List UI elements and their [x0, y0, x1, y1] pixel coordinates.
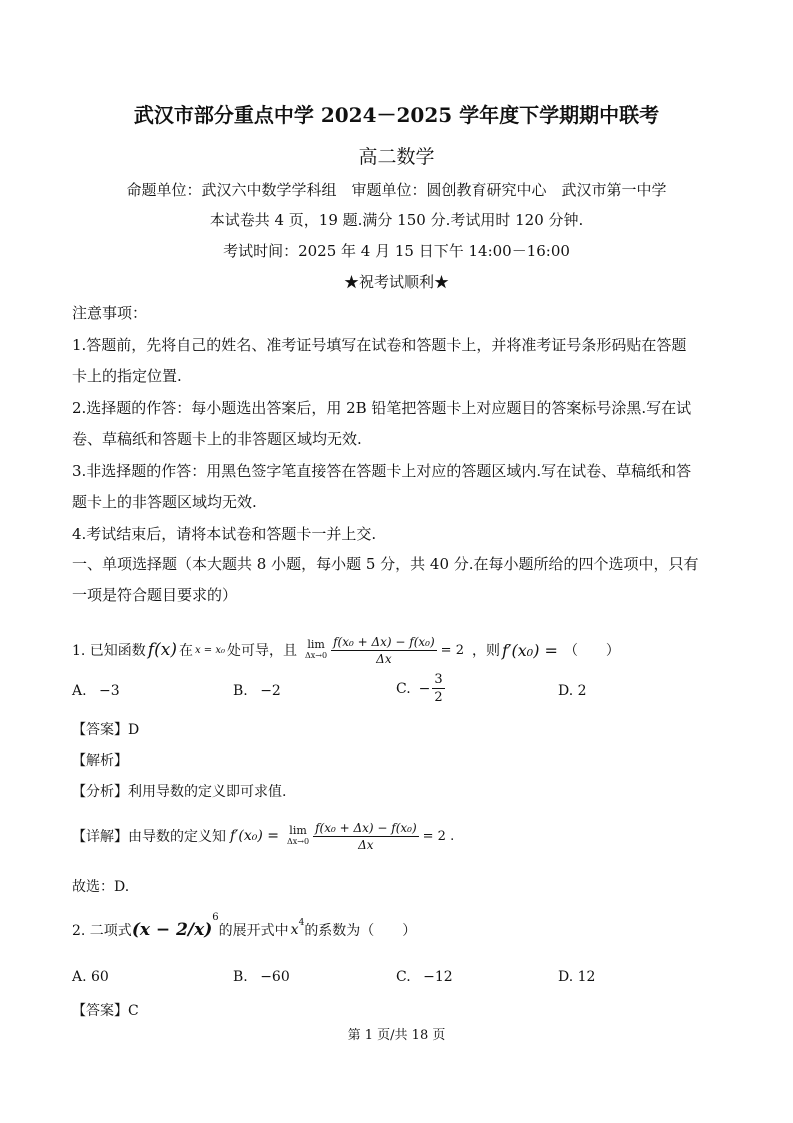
q1-option-c-den: 2: [434, 690, 443, 705]
q1-option-b-value: −2: [260, 683, 281, 699]
q2-exponent: 6: [212, 912, 219, 923]
q1-fprime: f′(x₀) =: [501, 640, 558, 660]
q1-prefix: 1. 已知函数: [72, 643, 146, 659]
q1-option-a-label: A.: [72, 683, 87, 699]
q1-paren: （ ）: [563, 643, 620, 659]
q1-lim-word: lim: [307, 638, 325, 651]
q1-option-c: [396, 672, 445, 705]
q2-option-d: D. 12: [558, 969, 596, 985]
section-heading-line2: 一项是符合题目要求的）: [72, 586, 238, 604]
q2-option-b-value: −60: [260, 969, 290, 985]
notice-heading: 注意事项：: [72, 304, 148, 322]
notice-item-3-line2: 题卡上的非答题区域均无效.: [72, 493, 257, 511]
q2-mid: 的展开式中: [218, 923, 289, 939]
q2-option-a: A. 60: [72, 969, 109, 985]
q1-option-d: D. 2: [558, 683, 587, 699]
q1-numerator: f(x₀ + Δx) − f(x₀): [333, 634, 435, 649]
question-2-stem: [72, 910, 416, 950]
q1-analysis: 【解析】: [72, 753, 128, 769]
q1-lim-sub: Δx→0: [305, 651, 328, 660]
notice-item-2-line2: 卷、草稿纸和答题卡上的非答题区域均无效.: [72, 430, 362, 448]
notice-item-4: 4.考试结束后，请将本试卷和答题卡一并上交.: [72, 525, 377, 543]
q1-detail-prefix: 【详解】由导数的定义知: [72, 829, 226, 845]
q1-detail-denominator: Δx: [358, 837, 374, 852]
q1-fraction: [331, 635, 437, 666]
q1-option-c-fraction: [432, 672, 444, 705]
q1-detail-lim-word: lim: [289, 824, 307, 837]
exam-units: 命题单位：武汉六中数学学科组 审题单位：圆创教育研究中心 武汉市第一中学: [126, 181, 667, 199]
q1-denominator: Δx: [376, 651, 392, 666]
exam-time: 考试时间：2025 年 4 月 15 日下午 14:00－16:00: [223, 242, 570, 260]
q2-option-b-label: B.: [233, 969, 248, 985]
q2-expression: (x − 2/x): [131, 920, 213, 940]
q2-answer: 【答案】C: [72, 1003, 139, 1019]
q2-suffix: 的系数为（ ）: [304, 923, 417, 939]
q2-option-c-value: −12: [423, 969, 453, 985]
q1-then: ，则: [471, 643, 500, 659]
q1-option-c-num: 3: [434, 672, 443, 687]
q2-var: x: [290, 922, 299, 938]
q2-option-c: [396, 969, 453, 985]
exam-wish: ★祝考试顺利★: [343, 273, 449, 291]
q1-detail-end: = 2 .: [422, 828, 455, 844]
q1-detail-lim-sub: Δx→0: [286, 837, 310, 846]
q2-prefix: 2. 二项式: [72, 923, 132, 939]
q1-fx: f(x): [147, 640, 177, 660]
q1-option-b-label: B.: [233, 683, 248, 699]
q1-x-eq: x = x₀: [194, 644, 225, 656]
q1-detail-lhs: f′(x₀) =: [230, 828, 279, 844]
q1-detail-fraction: [313, 821, 419, 852]
exam-info: 本试卷共 4 页，19 题.满分 150 分.考试用时 120 分钟.: [209, 211, 584, 229]
section-heading-line1: 一、单项选择题（本大题共 8 小题，每小题 5 分，共 40 分.在每小题所给的四个选项中，只有: [72, 555, 699, 573]
q1-option-c-label: C.: [396, 680, 411, 697]
q1-option-b: [233, 683, 281, 699]
q2-option-c-label: C.: [396, 969, 411, 985]
notice-item-1-line1: 1.答题前，先将自己的姓名、准考证号填写在试卷和答题卡上，并将准考证号条形码贴在答题: [72, 336, 687, 354]
q1-option-a: [72, 683, 120, 699]
q1-at: 在: [178, 643, 193, 659]
q1-option-a-value: −3: [99, 683, 120, 699]
q2-var-exp: 4: [298, 918, 305, 928]
q1-detail-limit: [287, 825, 309, 847]
q1-eq2: = 2: [440, 642, 464, 658]
page-footer: 第 1 页/共 18 页: [347, 1028, 446, 1043]
exam-subtitle: 高二数学: [358, 146, 435, 168]
notice-item-1-line2: 卡上的指定位置.: [72, 367, 182, 385]
q1-mid: 处可导，且: [227, 643, 297, 659]
q1-fenxi: 【分析】利用导数的定义即可求值.: [72, 784, 287, 800]
q1-detail-numerator: f(x₀ + Δx) − f(x₀): [315, 820, 417, 835]
q2-option-b: [233, 969, 290, 985]
question-1-stem: [72, 628, 620, 672]
q1-answer: 【答案】D: [72, 722, 140, 738]
q1-detail: [72, 815, 454, 857]
notice-item-2-line1: 2.选择题的作答：每小题选出答案后，用 2B 铅笔把答题卡上对应题目的答案标号涂黑.写在试: [72, 399, 692, 417]
q1-choice: 故选：D.: [72, 879, 130, 895]
q1-limit: [305, 639, 327, 661]
exam-title: 武汉市部分重点中学 2024－2025 学年度下学期期中联考: [133, 103, 660, 127]
q1-option-c-sign: −: [418, 680, 431, 697]
notice-item-3-line1: 3.非选择题的作答：用黑色签字笔直接答在答题卡上对应的答题区域内.写在试卷、草稿纸和答: [72, 462, 692, 480]
